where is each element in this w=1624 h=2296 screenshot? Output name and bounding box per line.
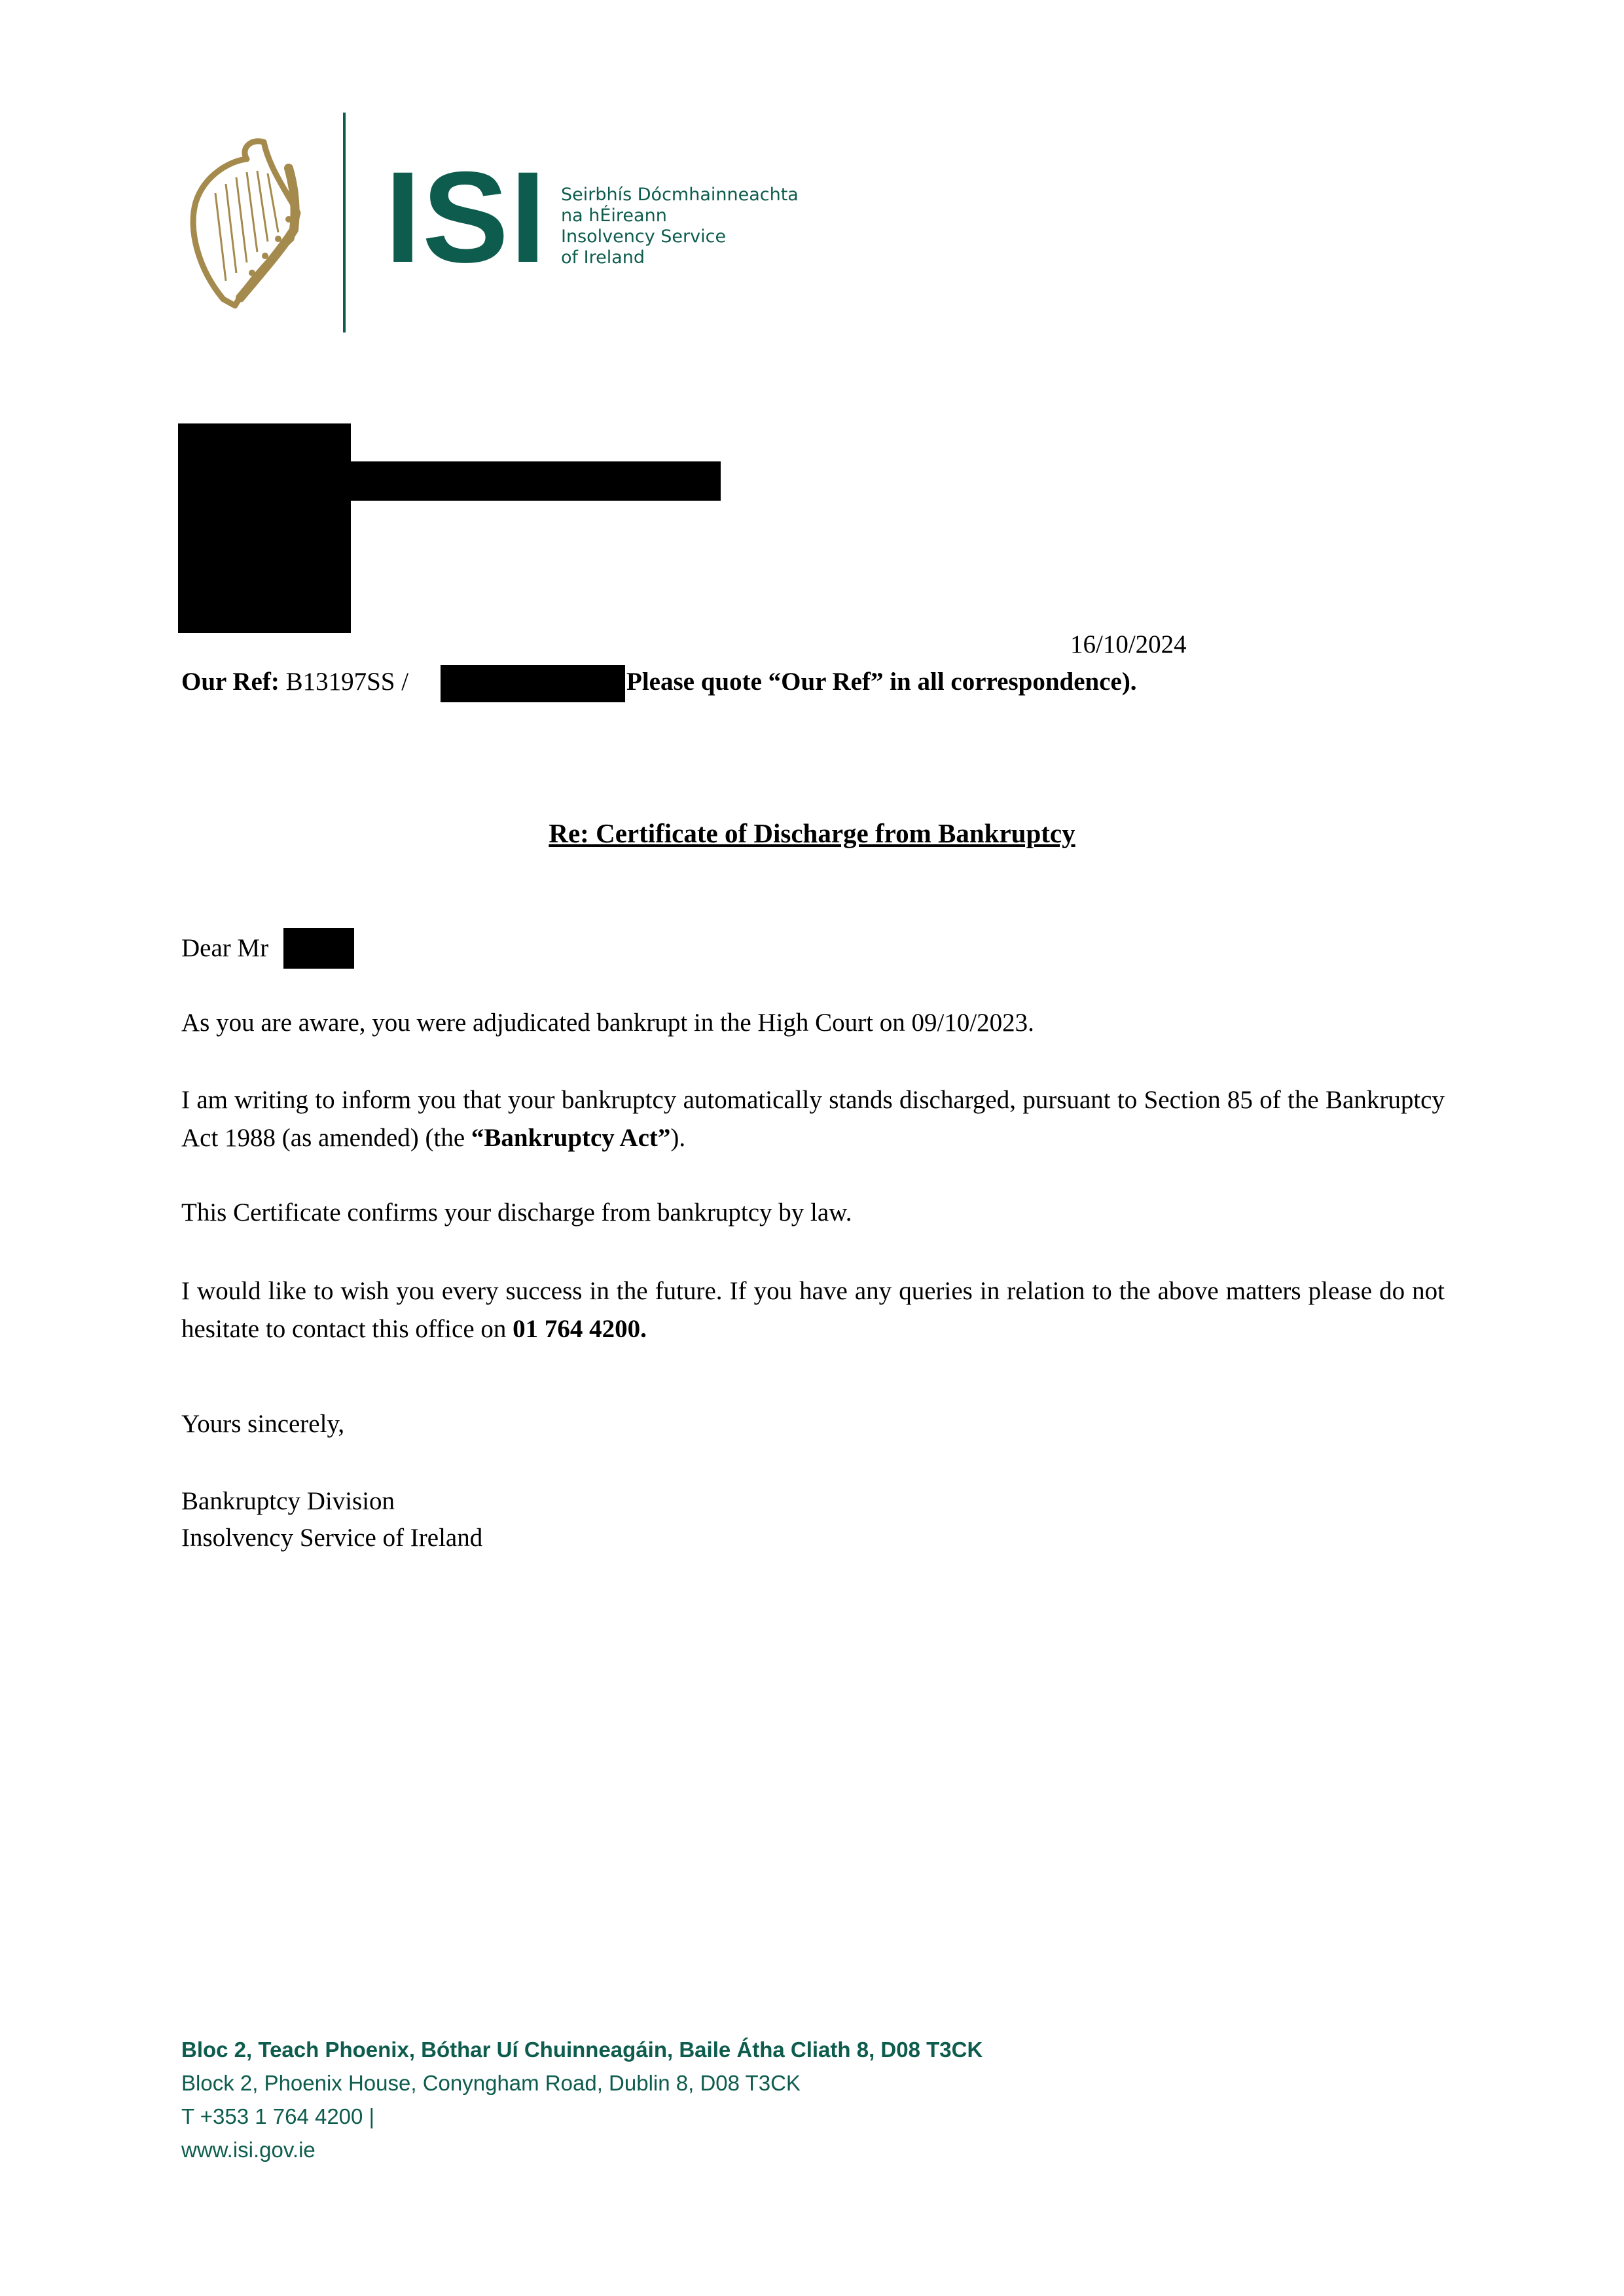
salutation: Dear Mr [181,934,269,962]
logo-divider [343,113,346,332]
paragraph-discharge [181,1081,1445,1157]
paragraph-discharge-end: ). [670,1124,686,1152]
harp-icon [187,134,304,311]
footer-phone: T +353 1 764 4200 | [181,2104,375,2128]
reference-line [181,666,408,698]
tagline-line-1: Seirbhís Dócmhainneachta [561,185,799,205]
signature-division: Bankruptcy Division [181,1487,395,1515]
redacted-address-fragment [272,529,312,601]
paragraph-contact-text: I would like to wish you every success in the future. If you have any queries in relation to the above matters please do not hesitate to contact this office on [181,1277,1445,1343]
closing: Yours sincerely, [181,1410,345,1438]
redacted-name [283,928,354,969]
isi-logo-wordmark: ISI [385,145,548,289]
tagline-line-2: na hÉireann [561,206,667,226]
footer-website-link[interactable]: www.isi.gov.ie [181,2138,316,2162]
tagline-line-4: of Ireland [561,247,645,268]
signature-organisation: Insolvency Service of Ireland [181,1524,483,1552]
office-phone: 01 764 4200. [513,1315,647,1343]
bankruptcy-act-term: “Bankruptcy Act” [471,1124,671,1152]
redacted-reference [441,665,625,702]
ref-label: Our Ref: [181,668,280,696]
footer-address-irish: Bloc 2, Teach Phoenix, Bóthar Uí Chuinneagáin, Baile Átha Cliath 8, D08 T3CK [181,2037,983,2062]
paragraph-certificate: This Certificate confirms your discharge from bankruptcy by law. [181,1198,852,1227]
letter-date: 16/10/2024 [1070,630,1187,658]
paragraph-discharge-text: I am writing to inform you that your bankruptcy automatically stands discharged, pursuant to Section 85 of the Bankruptcy Act 1988 (as amended) (the [181,1086,1445,1152]
ref-value: B13197SS / [285,668,409,696]
tagline-line-3: Insolvency Service [561,226,727,247]
paragraph-contact [181,1272,1445,1348]
redacted-address-line [351,461,721,501]
footer-address-english: Block 2, Phoenix House, Conyngham Road, Dublin 8, D08 T3CK [181,2071,801,2095]
redacted-address-block [178,423,351,633]
ref-note: Please quote “Our Ref” in all correspondence). [626,668,1137,696]
paragraph-adjudication: As you are aware, you were adjudicated bankrupt in the High Court on 09/10/2023. [181,1009,1034,1037]
letter-subject: Re: Certificate of Discharge from Bankruptcy [549,818,1075,848]
